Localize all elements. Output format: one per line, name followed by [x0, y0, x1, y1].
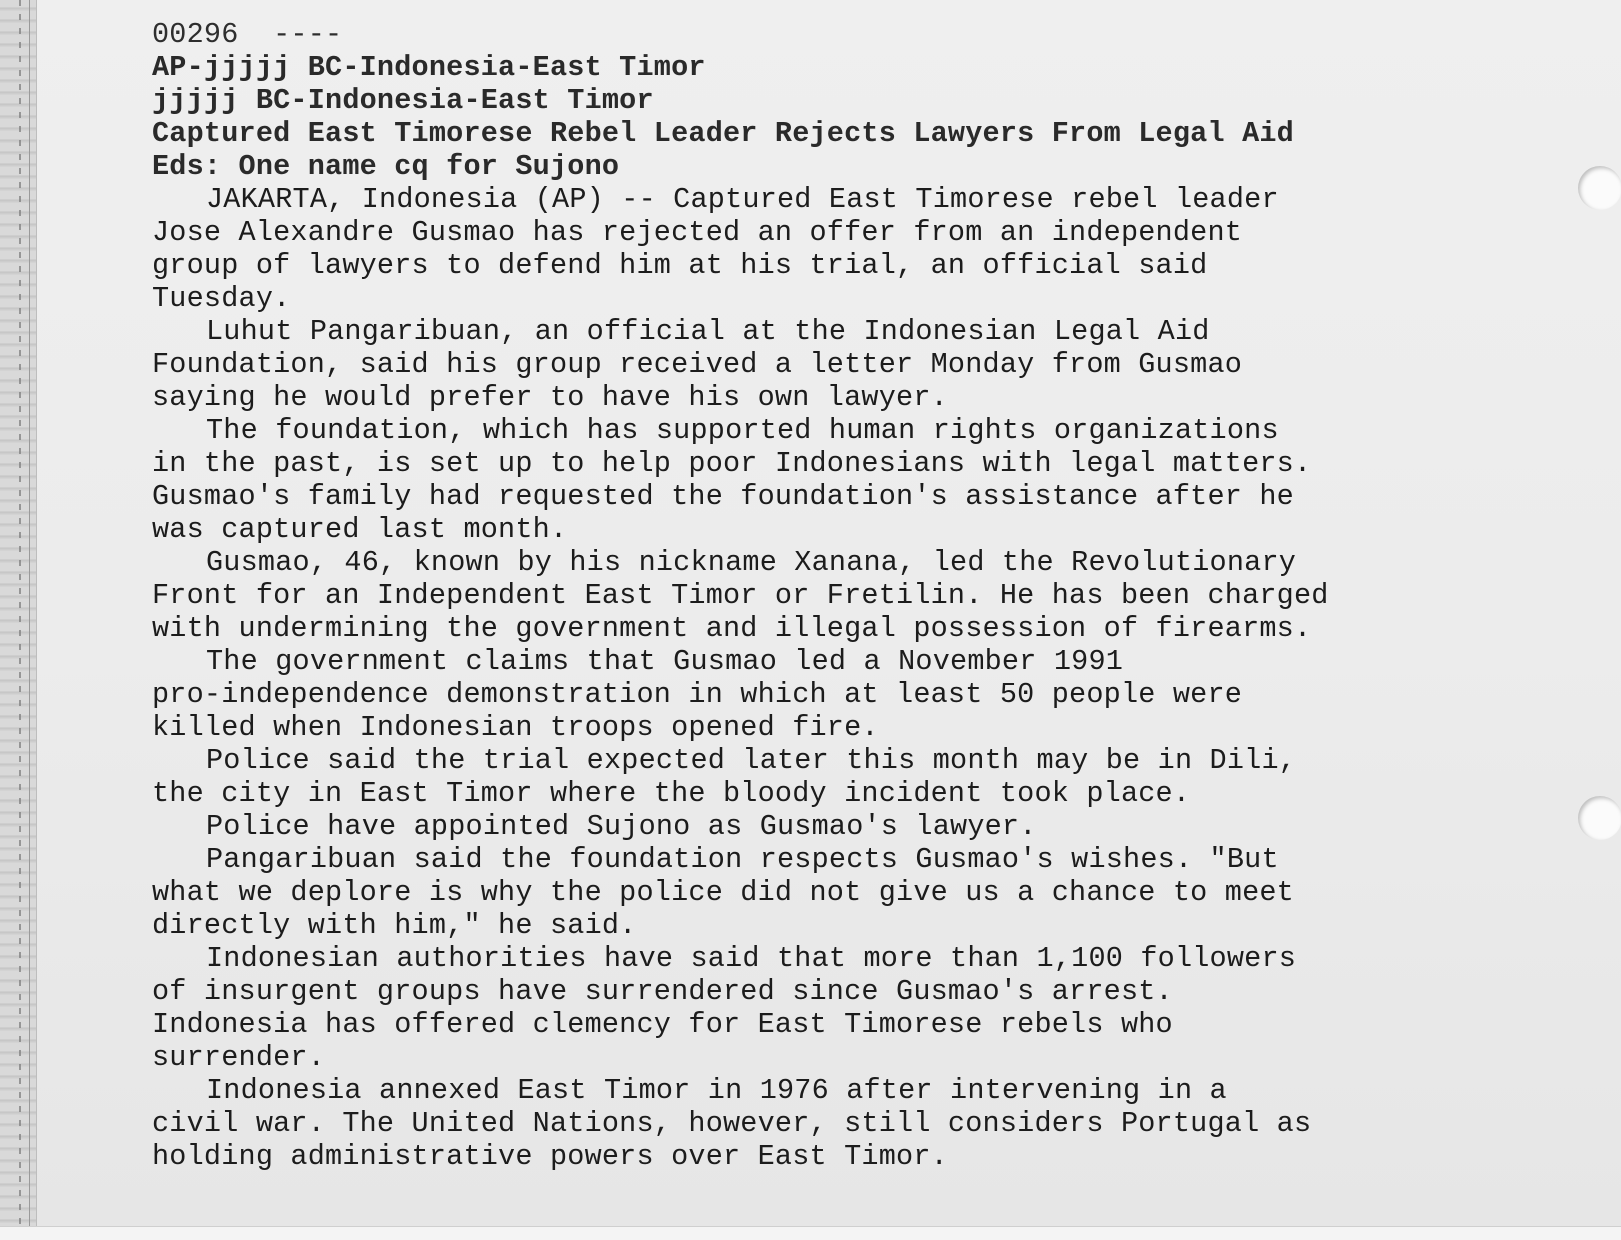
paragraph-line: civil war. The United Nations, however, still considers Portugal as	[152, 1107, 1312, 1140]
paragraph-line: directly with him," he said.	[152, 909, 637, 942]
paragraph-line: The foundation, which has supported human rights organizations	[206, 414, 1279, 447]
paragraph-line: Pangaribuan said the foundation respects Gusmao's wishes. "But	[206, 843, 1279, 876]
paragraph	[152, 843, 1432, 942]
paragraph-line: The government claims that Gusmao led a November 1991	[206, 645, 1124, 678]
paragraph-line: pro-independence demonstration in which at least 50 people were	[152, 678, 1243, 711]
paragraph-line: holding administrative powers over East Timor.	[152, 1140, 948, 1173]
paragraph	[152, 546, 1432, 645]
paragraph-line: the city in East Timor where the bloody incident took place.	[152, 777, 1191, 810]
paragraph-line: group of lawyers to defend him at his trial, an official said	[152, 249, 1208, 282]
paragraph	[152, 645, 1432, 744]
paragraph-line: Foundation, said his group received a letter Monday from Gusmao	[152, 348, 1243, 381]
wire-header-line: AP-jjjjj BC-Indonesia-East Timor	[152, 51, 706, 84]
paragraph-line: Police said the trial expected later this month may be in Dili,	[206, 744, 1297, 777]
paragraph-line: Gusmao's family had requested the foundation's assistance after he	[152, 480, 1294, 513]
paragraph	[152, 183, 1432, 315]
paragraph-line: of insurgent groups have surrendered since Gusmao's arrest.	[152, 975, 1173, 1008]
headline: Captured East Timorese Rebel Leader Rejects Lawyers From Legal Aid	[152, 117, 1294, 150]
paragraph-line: Luhut Pangaribuan, an official at the Indonesian Legal Aid	[206, 315, 1210, 348]
paragraph	[152, 810, 1432, 843]
wire-story	[152, 18, 1432, 1173]
paragraph-line: was captured last month.	[152, 513, 568, 546]
paragraph	[152, 942, 1432, 1074]
paragraph-line: JAKARTA, Indonesia (AP) -- Captured East Timorese rebel leader	[206, 183, 1279, 216]
paragraph-line: killed when Indonesian troops opened fire.	[152, 711, 879, 744]
paragraph	[152, 744, 1432, 810]
paragraph-line: surrender.	[152, 1041, 326, 1074]
paragraph-line: saying he would prefer to have his own lawyer.	[152, 381, 948, 414]
editor-note: Eds: One name cq for Sujono	[152, 150, 620, 183]
paragraph	[152, 315, 1432, 414]
paragraph	[152, 1074, 1432, 1173]
paragraph-line: Police have appointed Sujono as Gusmao's lawyer.	[206, 810, 1037, 843]
page-bottom-edge	[0, 1226, 1621, 1240]
story-slug: 00296 ----	[152, 18, 343, 51]
paragraph-line: Indonesia annexed East Timor in 1976 after intervening in a	[206, 1074, 1227, 1107]
paragraph-line: what we deplore is why the police did not give us a chance to meet	[152, 876, 1294, 909]
paragraph-line: in the past, is set up to help poor Indonesians with legal matters.	[152, 447, 1312, 480]
paragraph-line: Front for an Independent East Timor or Fretilin. He has been charged	[152, 579, 1329, 612]
paragraph	[152, 414, 1432, 546]
wire-header-line: jjjjj BC-Indonesia-East Timor	[152, 84, 654, 117]
paragraph-line: Indonesian authorities have said that more than 1,100 followers	[206, 942, 1297, 975]
punch-hole-bottom	[1578, 796, 1621, 840]
binding-edge	[0, 0, 37, 1240]
paragraph-line: Jose Alexandre Gusmao has rejected an offer from an independent	[152, 216, 1243, 249]
punch-hole-top	[1578, 166, 1621, 210]
paragraph-line: Tuesday.	[152, 282, 291, 315]
paragraph-line: Gusmao, 46, known by his nickname Xanana, led the Revolutionary	[206, 546, 1297, 579]
paragraph-line: with undermining the government and illegal possession of firearms.	[152, 612, 1312, 645]
paragraph-line: Indonesia has offered clemency for East Timorese rebels who	[152, 1008, 1173, 1041]
